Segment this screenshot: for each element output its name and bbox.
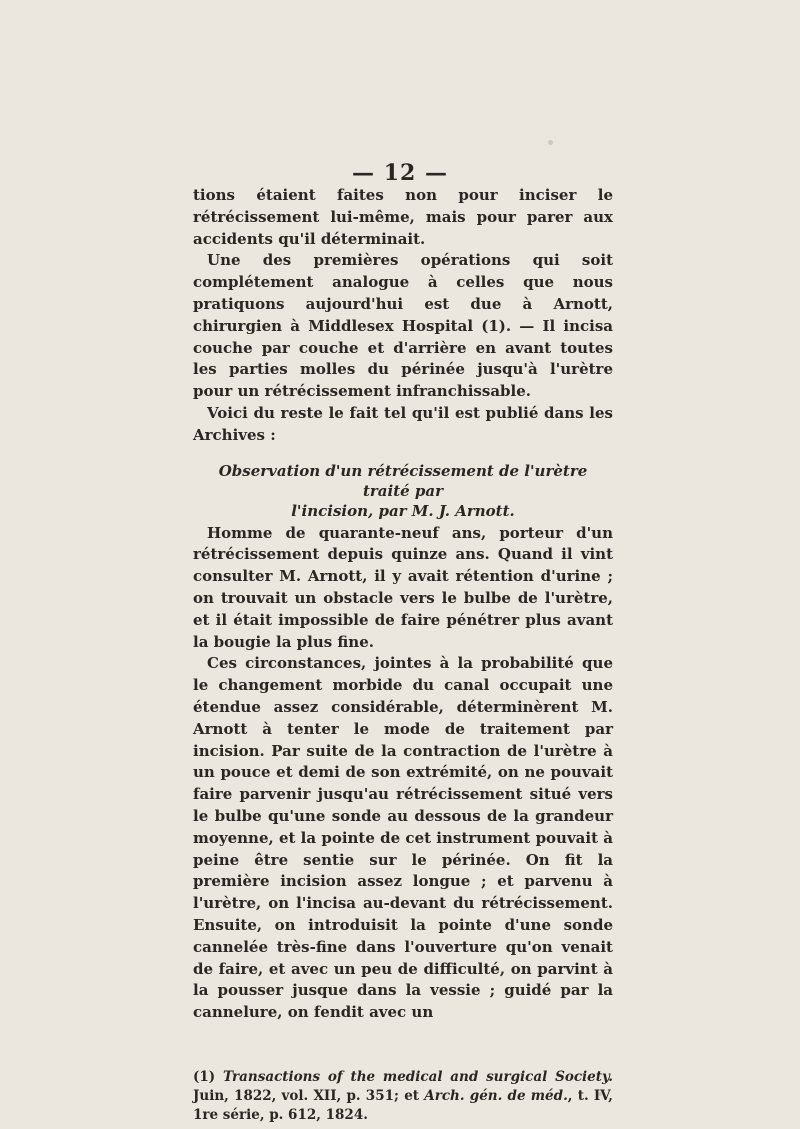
paper-stain bbox=[548, 140, 553, 145]
footnote bbox=[193, 1068, 613, 1125]
observation-title bbox=[193, 461, 613, 521]
footnote-journal: Transactions of the medical and surgical Society. bbox=[222, 1069, 613, 1085]
footnote-ref-2: , t. IV, 1re série, p. 612, 1824. bbox=[193, 1088, 613, 1123]
observation-title-line1: Observation d'un rétrécissement de l'urètre traité par bbox=[218, 461, 588, 500]
page-number: — 12 — bbox=[352, 160, 448, 186]
paragraph-continuation: tions étaient faites non pour inciser le rétrécissement lui-même, mais pour parer aux accidents qu'il déterminait. bbox=[193, 186, 613, 248]
footnote-marker: (1) bbox=[193, 1069, 216, 1085]
observation-paragraph: Ces circonstances, jointes à la probabilité que le changement morbide du canal occupait une étendue assez considérable, déterminèrent M. Arnott à tenter le mode de traitement par incision. Par suite de la contraction de l'urètre à un pouce et demi de son extrémité, on ne pouvait faire parvenir jusqu'au rétrécissement situé vers le bulbe qu'une sonde au dessous de la grandeur moyenne, et la pointe de cet instrument pouvait à peine être sentie sur le périnée. On fit la première incision assez longue ; et parvenu à l'urètre, on l'incisa au-devant du rétrécissement. Ensuite, on introduisit la pointe d'une sonde cannelée très-fine dans l'ouverture qu'on venait de faire, et avec un peu de difficulté, on parvint à la pousser jusque dans la vessie ; guidé par la cannelure, on fendit avec un bbox=[193, 654, 613, 1022]
observation-title-line2: l'incision, par M. J. Arnott. bbox=[291, 501, 515, 520]
observation-paragraph: Homme de quarante-neuf ans, porteur d'un rétrécissement depuis quinze ans. Quand il vint consulter M. Arnott, il y avait rétention d'urine ; on trouvait un obstacle vers le bulbe de l'urètre, et il était impossible de faire pénétrer plus avant la bougie la plus fine. bbox=[193, 523, 613, 651]
paragraph-archives: Voici du reste le fait tel qu'il est publié dans les Archives : bbox=[193, 403, 613, 444]
footnote-ref: Juin, 1822, vol. XII, p. 351; et bbox=[193, 1088, 425, 1104]
paragraph-arnott-intro: Une des premières opérations qui soit complétement analogue à celles que nous pratiquons aujourd'hui est due à Arnott, chirurgien à Middlesex Hospital (1). — Il incisa couche par couche et d'arrière en avant toutes les parties molles du périnée jusqu'à l'urètre pour un rétrécissement infranchissable. bbox=[193, 251, 613, 401]
body-text bbox=[193, 185, 613, 1024]
footnote-archives: Arch. gén. de méd. bbox=[424, 1088, 568, 1104]
